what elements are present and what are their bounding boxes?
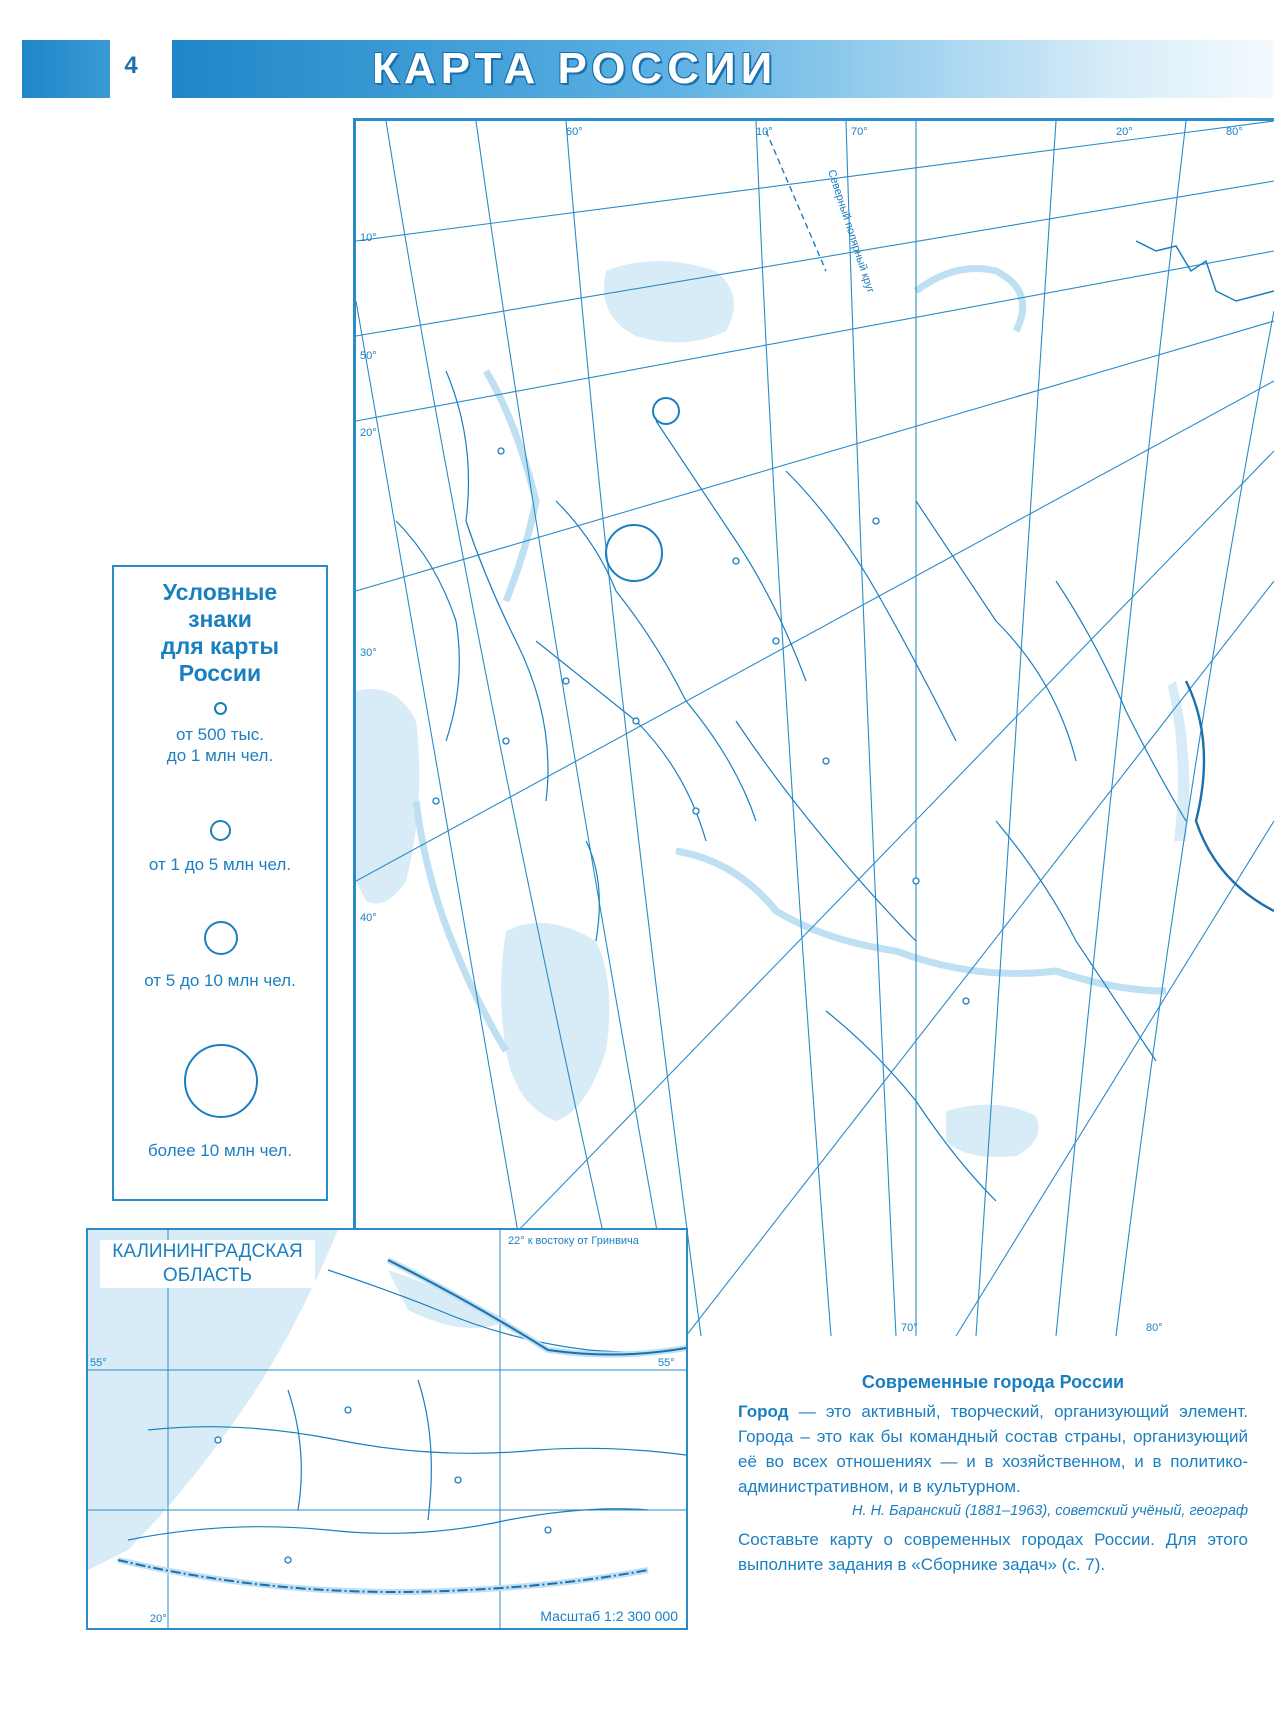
arctic-circle bbox=[766, 131, 826, 271]
legend-label-medium: от 5 до 10 млн чел. bbox=[144, 971, 296, 990]
quote-attribution: Н. Н. Баранский (1881–1963), советский учёный, географ bbox=[852, 1503, 1248, 1519]
arctic-circle-label: Северный полярный круг bbox=[825, 168, 877, 295]
inset-lat-label-right: 55° bbox=[658, 1357, 675, 1369]
coord-bottom-1: 70° bbox=[901, 1322, 918, 1334]
legend-symbol-smallest bbox=[214, 702, 227, 715]
inset-meridian-note: 22° к востоку от Гринвича bbox=[508, 1235, 639, 1247]
quote-term: Город bbox=[738, 1402, 789, 1421]
border-river bbox=[1186, 681, 1274, 911]
coord-top-1: 60° bbox=[566, 126, 583, 138]
coord-left-3: 20° bbox=[360, 427, 377, 439]
legend-title: Условные знаки для карты России bbox=[161, 579, 279, 686]
city-markers bbox=[433, 448, 969, 1004]
coord-top-4: 20° bbox=[1116, 126, 1133, 138]
coord-top-2: 10° bbox=[756, 126, 773, 138]
legend-label-large: более 10 млн чел. bbox=[147, 1141, 293, 1160]
inset-lon-label: 20° bbox=[150, 1613, 167, 1625]
coord-left-4: 30° bbox=[360, 647, 377, 659]
map-drawing bbox=[356, 121, 1274, 1336]
legend-label-smallest: от 500 тыс. до 1 млн чел. bbox=[166, 725, 274, 765]
cities-heading: Современные города России bbox=[861, 1372, 1125, 1392]
kaliningrad-inset bbox=[86, 1228, 688, 1630]
coord-left-2: 50° bbox=[360, 350, 377, 362]
parallels bbox=[356, 121, 1274, 1336]
legend-symbol-small bbox=[210, 820, 231, 841]
kaliningrad-map bbox=[88, 1230, 686, 1628]
coord-left-1: 10° bbox=[360, 232, 377, 244]
modern-cities-text bbox=[738, 1372, 1248, 1577]
inset-border-south bbox=[118, 1560, 648, 1592]
legend-label-small: от 1 до 5 млн чел. bbox=[148, 855, 292, 874]
title-band bbox=[172, 40, 1274, 98]
page-title: КАРТА РОССИИ bbox=[372, 44, 778, 93]
legend-symbol-medium bbox=[204, 921, 238, 955]
city-circle-moscow bbox=[606, 525, 662, 581]
russia-outline-map bbox=[353, 118, 1274, 1336]
inset-city-markers bbox=[215, 1407, 551, 1563]
legend-box bbox=[112, 565, 328, 1201]
page-header bbox=[22, 40, 1274, 98]
page-number: 4 bbox=[124, 52, 138, 79]
kaliningrad-title: КАЛИНИНГРАДСКАЯ ОБЛАСТЬ bbox=[100, 1240, 315, 1288]
coord-top-5: 80° bbox=[1226, 126, 1243, 138]
legend-symbol-large bbox=[184, 1044, 258, 1118]
baransky-quote bbox=[738, 1399, 1248, 1499]
quote-body: — это активный, творческий, организующий элемент. Города – это как бы командный состав страны, организующий её во всех отношениях — и в хозяйственном, и в политико-административном, и в культурном. bbox=[738, 1402, 1248, 1496]
coord-top-3: 70° bbox=[851, 126, 868, 138]
meridians bbox=[356, 121, 1274, 1336]
coord-bottom-2: 80° bbox=[1146, 1322, 1163, 1334]
inset-lat-label: 55° bbox=[90, 1357, 107, 1369]
city-circle-spb bbox=[653, 398, 679, 424]
coord-left-5: 40° bbox=[360, 912, 377, 924]
kaliningrad-scale: Масштаб 1:2 300 000 bbox=[540, 1608, 678, 1624]
state-border bbox=[1136, 241, 1274, 301]
task-instruction: Составьте карту о современных городах России. Для этого выполните задания в «Сборнике задач» (с. 7). bbox=[738, 1530, 1248, 1574]
header-accent-block bbox=[22, 40, 110, 98]
